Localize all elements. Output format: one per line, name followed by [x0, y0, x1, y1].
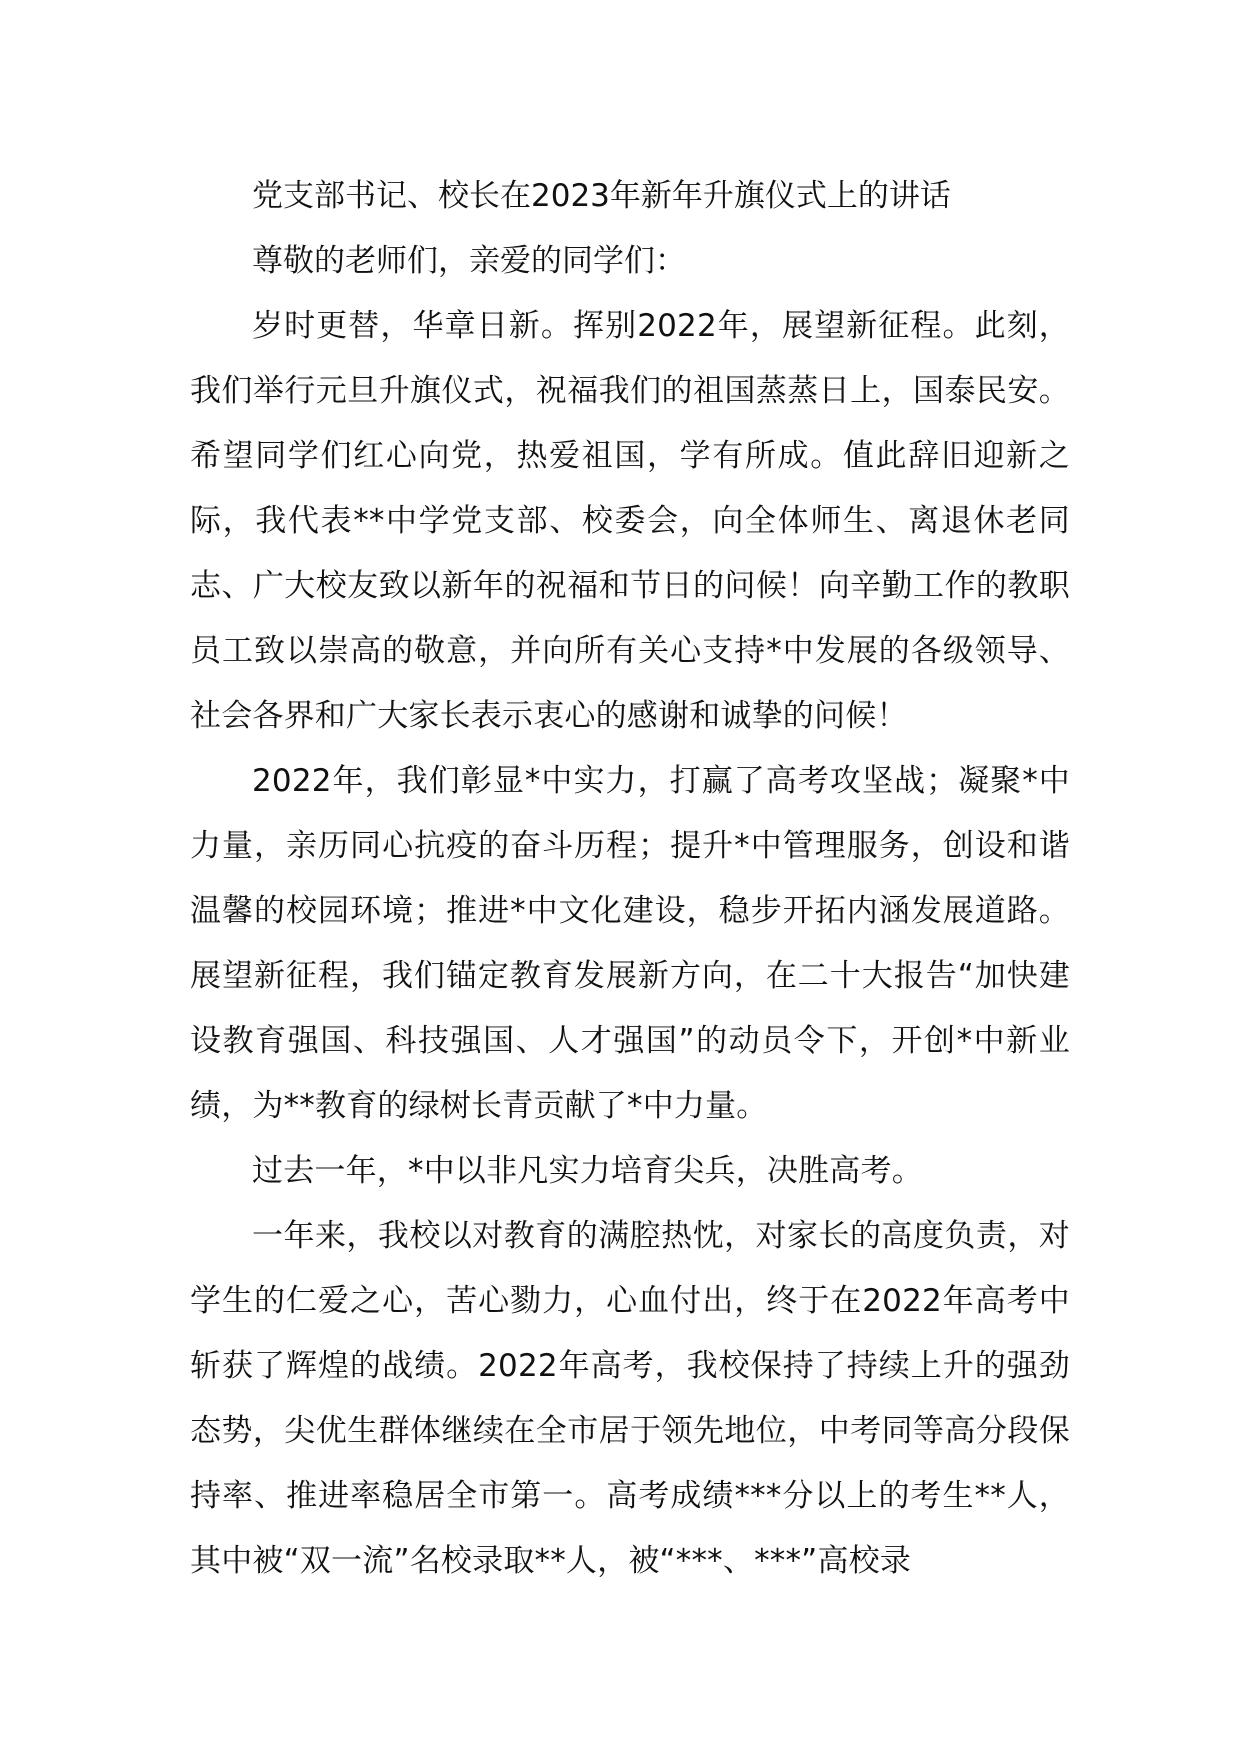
paragraph: 岁时更替，华章日新。挥别2022年，展望新征程。此刻，我们举行元旦升旗仪式，祝福我们的祖国蒸蒸日上，国泰民安。希望同学们红心向党，热爱祖国，学有所成。值此辞旧迎新之际，我代表**中学党支部、校委会，向全体师生、离退休老同志、广大校友致以新年的祝福和节日的问候！向辛勤工作的教职员工致以崇高的敬意，并向所有关心支持*中发展的各级领导、社会各界和广大家长表示衷心的感谢和诚挚的问候！: [190, 308, 1070, 734]
document-title: 党支部书记、校长在2023年新年升旗仪式上的讲话: [252, 178, 951, 214]
paragraph: 2022年，我们彰显*中实力，打赢了高考攻坚战；凝聚*中力量，亲历同心抗疫的奋斗历程；提升*中管理服务，创设和谐温馨的校园环境；推进*中文化建设，稳步开拓内涵发展道路。展望新征程，我们锚定教育发展新方向，在二十大报告“加快建设教育强国、科技强国、人才强国”的动员令下，开创*中新业绩，为**教育的绿树长青贡献了*中力量。: [190, 763, 1070, 1124]
paragraph: 过去一年，*中以非凡实力培育尖兵，决胜高考。: [252, 1153, 923, 1189]
document-body: [190, 164, 1070, 1594]
paragraph: 一年来，我校以对教育的满腔热忱，对家长的高度负责，对学生的仁爱之心，苦心勠力，心血付出，终于在2022年高考中斩获了辉煌的战绩。2022年高考，我校保持了持续上升的强劲态势，尖优生群体继续在全市居于领先地位，中考同等高分段保持率、推进率稳居全市第一。高考成绩***分以上的考生**人，其中被“双一流”名校录取**人，被“***、***”高校录: [190, 1218, 1070, 1579]
salutation: 尊敬的老师们，亲爱的同学们：: [252, 243, 686, 279]
